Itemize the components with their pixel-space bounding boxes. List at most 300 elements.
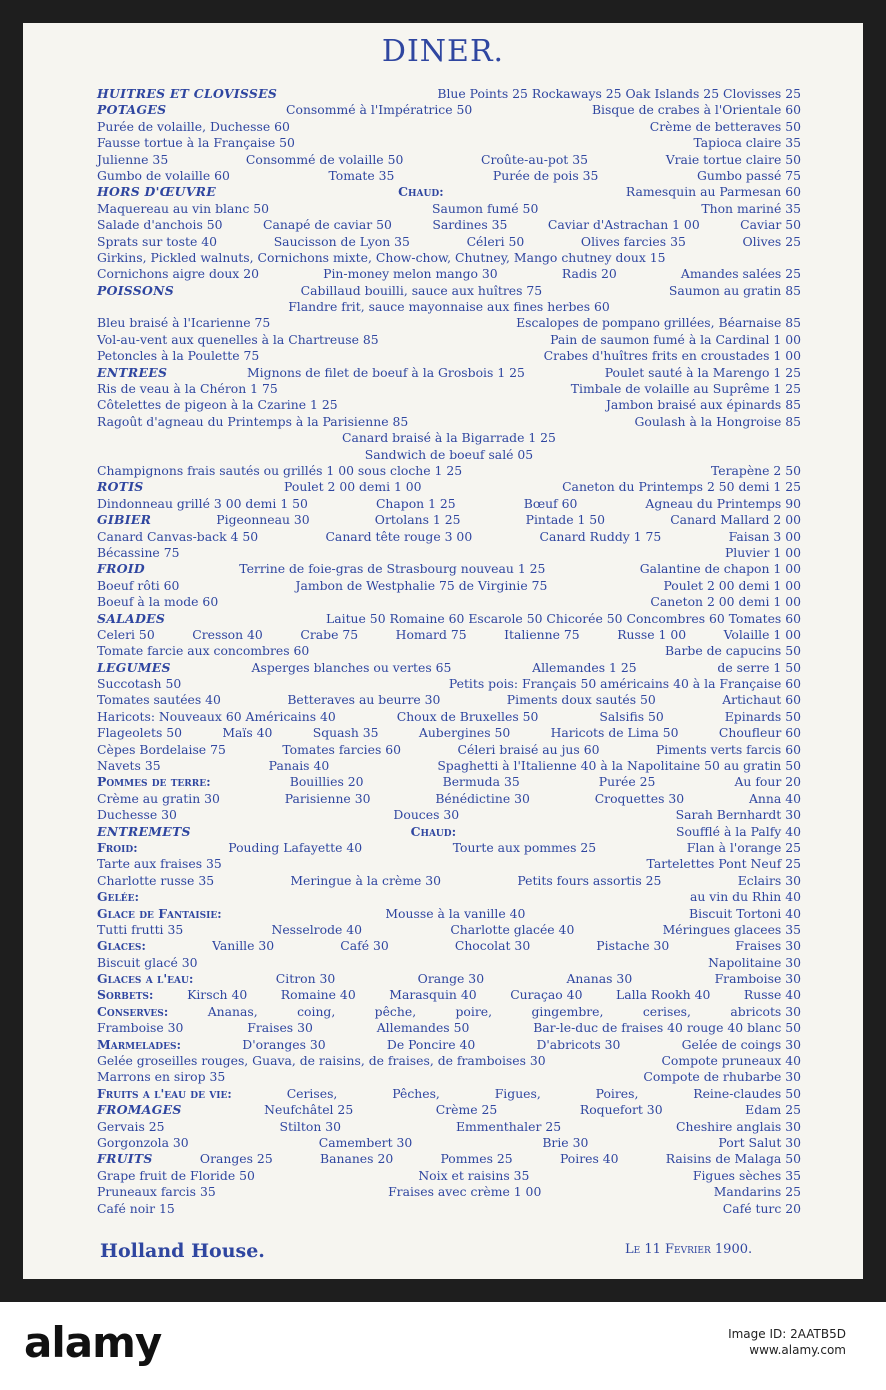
menu-item: Olives 25 [742, 233, 801, 249]
menu-item: Petits fours assortis 25 [517, 872, 662, 888]
menu-item: Piments doux sautés 50 [506, 692, 656, 708]
menu-item: Pin-money melon mango 30 [323, 266, 498, 282]
menu-line [97, 1168, 801, 1184]
menu-item: Canard Canvas-back 4 50 [97, 528, 259, 544]
menu-item: Consommé de volaille 50 [245, 151, 404, 167]
menu-item: Parisienne 30 [284, 790, 371, 806]
menu-item: Caviar d'Astrachan 1 00 [547, 217, 700, 233]
menu-item: Cheshire anglais 30 [676, 1118, 801, 1134]
menu-item: Succotash 50 [97, 676, 182, 692]
menu-item: Amandes salées 25 [680, 266, 801, 282]
menu-item: Spaghetti à l'Italienne 40 à la Napolitaine 50 au gratin 50 [437, 758, 801, 774]
menu-item: Escalopes de pompano grillées, Béarnaise 85 [516, 315, 801, 331]
menu-item: Terapène 2 50 [710, 462, 801, 478]
menu-item: Barbe de capucins 50 [664, 643, 801, 659]
menu-item: Bananes 20 [319, 1151, 394, 1167]
menu-item: Café noir 15 [97, 1200, 175, 1216]
menu-item: Goulash à la Hongroise 85 [634, 413, 801, 429]
menu-item: Laitue 50 Romaine 60 Escarole 50 Chicorée 50 Concombres 60 Tomates 60 [326, 610, 801, 626]
section-heading: FROMAGES [97, 1102, 182, 1118]
menu-line [97, 922, 801, 938]
menu-item: Sardines 35 [432, 217, 508, 233]
menu-line [97, 168, 801, 184]
menu-item: Saumon au gratin 85 [668, 282, 801, 298]
menu-item: Figues, [494, 1085, 541, 1101]
menu-item: Crème au gratin 30 [97, 790, 220, 806]
menu-item: Crème 25 [435, 1102, 498, 1118]
menu-item: de serre 1 50 [717, 659, 801, 675]
menu-item: Tomate 35 [328, 167, 395, 183]
menu-item: Epinards 50 [724, 708, 801, 724]
menu-item: Gervais 25 [97, 1118, 165, 1134]
menu-item: Canard Mallard 2 00 [670, 512, 801, 528]
menu-line [97, 578, 801, 594]
menu-item: Emmenthaler 25 [455, 1118, 562, 1134]
menu-item: Agneau du Printemps 90 [645, 495, 801, 511]
section-heading: HORS D'ŒUVRE [97, 184, 216, 200]
menu-line [97, 266, 801, 282]
menu-item: Homard 75 [395, 626, 467, 642]
menu-item: Tomates sautées 40 [97, 692, 221, 708]
menu-item: Mandarins 25 [713, 1184, 801, 1200]
menu-item: Choufleur 60 [718, 725, 801, 741]
menu-item: Cerises, [286, 1085, 338, 1101]
menu-item: Tutti frutti 35 [97, 921, 184, 937]
menu-item: Gelée groseilles rouges, Guava, de raisins, de fraises, de framboises 30 [97, 1053, 546, 1069]
menu-item: Flan à l'orange 25 [686, 839, 801, 855]
menu-item: Chapon 1 25 [375, 495, 456, 511]
menu-item: Napolitaine 30 [708, 954, 801, 970]
menu-item: Piments verts farcis 60 [655, 741, 801, 757]
menu-item: poire, [455, 1003, 493, 1019]
menu-item: Petits pois: Français 50 américains 40 à la Française 60 [448, 676, 801, 692]
menu-item: Tourte aux pommes 25 [452, 839, 597, 855]
menu-item: Café turc 20 [722, 1200, 801, 1216]
menu-item: Tarte aux fraises 35 [97, 856, 222, 872]
menu-item: Framboise 30 [714, 971, 801, 987]
menu-line [97, 414, 801, 430]
menu-line [97, 807, 801, 823]
menu-item: Aubergines 50 [418, 725, 511, 741]
menu-item: Vol-au-vent aux quenelles à la Chartreuse 85 [97, 331, 379, 347]
menu-item: Ris de veau à la Chéron 1 75 [97, 381, 278, 397]
menu-item: Poulet 2 00 demi 1 00 [284, 479, 422, 495]
menu-line [97, 856, 801, 872]
sub-heading: Chaud: [398, 184, 444, 200]
menu-item: Petoncles à la Poulette 75 [97, 348, 260, 364]
menu-line [97, 102, 801, 118]
menu-item: Fraises avec crème 1 00 [388, 1184, 542, 1200]
section-heading: FROID [97, 561, 145, 577]
menu-item: Bœuf 60 [523, 495, 578, 511]
menu-item: Bermuda 35 [442, 774, 520, 790]
sub-heading: Pommes de terre: [97, 774, 211, 790]
menu-item: Canard tête rouge 3 00 [325, 528, 473, 544]
menu-item: Orange 30 [417, 971, 485, 987]
section-heading: FRUITS [97, 1151, 153, 1167]
section-heading: ENTREES [97, 364, 168, 380]
sub-heading: Gelée: [97, 889, 140, 905]
menu-line [97, 971, 801, 987]
sub-heading: Chaud: [410, 823, 457, 839]
menu-item: Mignons de filet de boeuf à la Grosbois 1 25 [247, 364, 525, 380]
menu-item: Céleri 50 [466, 233, 525, 249]
menu-item: Noix et raisins 35 [418, 1167, 530, 1183]
site-url: www.alamy.com [749, 1343, 846, 1357]
menu-item: Céleri braisé au jus 60 [457, 741, 600, 757]
menu-item: Gelée de coings 30 [681, 1036, 801, 1052]
menu-item: Camembert 30 [318, 1135, 413, 1150]
menu-item: Nesselrode 40 [271, 921, 363, 937]
menu-item: Vanille 30 [212, 938, 275, 954]
menu-item: Kirsch 40 [187, 987, 248, 1003]
menu-item: Crabes d'huîtres frits en croustades 1 00 [543, 348, 801, 364]
menu-item: Soufflé à la Palfy 40 [675, 823, 801, 839]
menu-item: Champignons frais sautés ou grillés 1 00 sous cloche 1 25 [97, 462, 463, 478]
section-heading: LEGUMES [97, 659, 171, 675]
menu-line [97, 430, 801, 446]
menu-item: Poires, [595, 1085, 639, 1101]
menu-line [97, 938, 801, 954]
menu-line [97, 692, 801, 708]
menu-item: Squash 35 [312, 725, 379, 741]
menu-item: Asperges blanches ou vertes 65 [251, 659, 452, 675]
menu-line [97, 447, 801, 463]
menu-line [97, 496, 801, 512]
menu-line [97, 365, 801, 381]
menu-item: Caneton 2 00 demi 1 00 [650, 594, 801, 610]
menu-line [97, 348, 801, 364]
menu-line [97, 709, 801, 725]
menu-item: Boeuf rôti 60 [97, 577, 180, 593]
menu-item: Marasquin 40 [389, 987, 477, 1003]
menu-item: Cresson 40 [192, 626, 263, 642]
menu-item: Haricots de Lima 50 [550, 725, 679, 741]
menu-item: Ortolans 1 25 [374, 512, 461, 528]
menu-line [97, 1037, 801, 1053]
menu-item: Charlotte glacée 40 [450, 921, 575, 937]
menu-item: Roquefort 30 [579, 1102, 663, 1118]
menu-item: gingembre, [531, 1003, 604, 1019]
menu-item: pêche, [374, 1003, 417, 1019]
menu-item: Pommes 25 [440, 1151, 513, 1167]
menu-item: Sandwich de boeuf salé 05 [364, 446, 534, 462]
section-heading: POISSONS [97, 282, 174, 298]
menu-item: Bécassine 75 [97, 544, 180, 560]
menu-line [97, 758, 801, 774]
menu-item: Cabillaud bouilli, sauce aux huîtres 75 [300, 282, 543, 298]
menu-item: Betteraves au beurre 30 [287, 692, 441, 708]
section-heading: HUITRES ET CLOVISSES [97, 86, 278, 101]
menu-item: Sprats sur toste 40 [97, 233, 218, 249]
menu-item: Saumon fumé 50 [431, 200, 539, 216]
menu-line [97, 119, 801, 135]
menu-item: Ragoût d'agneau du Printemps à la Parisienne 85 [97, 413, 409, 429]
menu-item: Figues sèches 35 [692, 1167, 801, 1183]
menu-item: Canard Ruddy 1 75 [539, 528, 662, 544]
menu-item: Tartelettes Pont Neuf 25 [646, 856, 801, 872]
menu-item: Saucisson de Lyon 35 [273, 233, 410, 249]
menu-line [97, 1201, 801, 1217]
menu-item: Lalla Rookh 40 [616, 987, 711, 1003]
menu-line [97, 676, 801, 692]
menu-item: Ananas 30 [566, 971, 633, 987]
menu-item: Ananas, [207, 1003, 258, 1019]
menu-item: Girkins, Pickled walnuts, Cornichons mixte, Chow-chow, Chutney, Mango chutney doux 15 [97, 249, 666, 265]
section-heading: GIBIER [97, 512, 152, 528]
menu-item: Vraie tortue claire 50 [665, 151, 801, 167]
menu-item: Italienne 75 [504, 626, 580, 642]
section-heading: POTAGES [97, 102, 167, 118]
menu-item: Pigeonneau 30 [216, 512, 310, 528]
menu-item: Meringue à la crème 30 [290, 872, 442, 888]
menu-item: Maquereau au vin blanc 50 [97, 200, 269, 216]
menu-line [97, 1102, 801, 1118]
menu-line [97, 906, 801, 922]
sub-heading: Conserves: [97, 1003, 169, 1019]
menu-line [97, 201, 801, 217]
menu-line [97, 1151, 801, 1167]
menu-item: Blue Points 25 Rockaways 25 Oak Islands 25 Clovisses 25 [437, 86, 801, 101]
menu-item: Artichaut 60 [722, 692, 801, 708]
menu-item: Anna 40 [748, 790, 801, 806]
menu-item: Allemandes 1 25 [532, 659, 637, 675]
sub-heading: Fruits a l'eau de vie: [97, 1085, 232, 1101]
menu-item: Pistache 30 [596, 938, 670, 954]
menu-line [97, 299, 801, 315]
menu-line [97, 611, 801, 627]
menu-item: Pruneaux farcis 35 [97, 1184, 216, 1200]
menu-line [97, 1135, 801, 1151]
menu-line [97, 791, 801, 807]
menu-item: Volaille 1 00 [723, 626, 801, 642]
menu-item: Sarah Bernhardt 30 [675, 807, 801, 823]
section-heading: SALADES [97, 610, 166, 626]
menu-item: Reine-claudes 50 [693, 1085, 801, 1101]
menu-item: Pêches, [392, 1085, 440, 1101]
menu-item: Oranges 25 [199, 1151, 273, 1167]
menu-item: Crème de betteraves 50 [649, 118, 801, 134]
menu-line [97, 397, 801, 413]
menu-line [97, 1004, 801, 1020]
menu-line [97, 840, 801, 856]
menu-line [97, 529, 801, 545]
menu-item: Pain de saumon fumé à la Cardinal 1 00 [550, 331, 801, 347]
sub-heading: Glaces a l'eau: [97, 971, 194, 987]
menu-item: Au four 20 [734, 774, 801, 790]
section-heading: ENTREMETS [97, 823, 191, 839]
menu-item: Olives farcies 35 [580, 233, 686, 249]
menu-item: Julienne 35 [97, 151, 169, 167]
menu-line [97, 627, 801, 643]
menu-line [97, 1053, 801, 1069]
menu-item: Romaine 40 [280, 987, 356, 1003]
menu-item: Faisan 3 00 [728, 528, 801, 544]
menu-item: Jambon braisé aux épinards 85 [605, 397, 801, 413]
menu-item: De Poncire 40 [386, 1036, 476, 1052]
menu-item: Fausse tortue à la Française 50 [97, 135, 295, 151]
menu-item: Celeri 50 [97, 626, 155, 642]
menu-item: Bar-le-duc de fraises 40 rouge 40 blanc 50 [533, 1020, 801, 1036]
menu-line [97, 463, 801, 479]
menu-item: Café 30 [340, 938, 389, 954]
menu-item: Curaçao 40 [510, 987, 583, 1003]
menu-item: Raisins de Malaga 50 [665, 1151, 801, 1167]
menu-item: Crabe 75 [300, 626, 359, 642]
menu-item: Croûte-au-pot 35 [481, 151, 588, 167]
menu-item: Russe 1 00 [617, 626, 687, 642]
menu-item: Bleu braisé à l'Icarienne 75 [97, 315, 271, 331]
menu-item: Radis 20 [561, 266, 617, 282]
menu-line [97, 1184, 801, 1200]
menu-line [97, 250, 801, 266]
menu-item: Purée de pois 35 [492, 167, 599, 183]
menu-line [97, 332, 801, 348]
menu-line [97, 561, 801, 577]
menu-line [97, 742, 801, 758]
menu-item: Tomates farcies 60 [282, 741, 402, 757]
menu-item: Timbale de volaille au Suprême 1 25 [570, 381, 801, 397]
menu-item: Côtelettes de pigeon à la Czarine 1 25 [97, 397, 338, 413]
menu-line [97, 660, 801, 676]
menu-line [97, 1020, 801, 1036]
menu-item: Navets 35 [97, 758, 161, 774]
menu-item: Cèpes Bordelaise 75 [97, 741, 226, 757]
restaurant-name: Holland House. [100, 1240, 265, 1262]
menu-item: Choux de Bruxelles 50 [396, 708, 539, 724]
menu-line [97, 86, 801, 102]
menu-line [97, 217, 801, 233]
menu-item: Purée 25 [598, 774, 656, 790]
menu-item: coing, [297, 1003, 336, 1019]
menu-item: Poulet sauté à la Marengo 1 25 [604, 364, 801, 380]
menu-item: Consommé à l'Impératrice 50 [286, 102, 473, 118]
menu-line [97, 987, 801, 1003]
menu-item: Fraises 30 [735, 938, 801, 954]
menu-item: Fraises 30 [247, 1020, 313, 1036]
menu-line [97, 594, 801, 610]
menu-line [97, 512, 801, 528]
menu-item: Edam 25 [745, 1102, 801, 1118]
menu-item: Douces 30 [393, 807, 460, 823]
menu-item: Biscuit glacé 30 [97, 954, 198, 970]
menu-item: Tomate farcie aux concombres 60 [97, 643, 310, 659]
menu-line [97, 152, 801, 168]
menu-item: Caneton du Printemps 2 50 demi 1 25 [562, 479, 801, 495]
menu-item: Thon mariné 35 [701, 200, 801, 216]
menu-item: cerises, [642, 1003, 691, 1019]
menu-item: Grape fruit de Floride 50 [97, 1167, 255, 1183]
menu-item: Salade d'anchois 50 [97, 217, 223, 233]
menu-line [97, 643, 801, 659]
menu-item: Bouillies 20 [289, 774, 364, 790]
menu-item: D'oranges 30 [242, 1036, 326, 1052]
menu-item: Méringues glacees 35 [662, 921, 801, 937]
image-id: Image ID: 2AATB5D [728, 1327, 846, 1341]
menu-item: Allemandes 50 [376, 1020, 470, 1036]
menu-line [97, 774, 801, 790]
menu-item: Canard braisé à la Bigarrade 1 25 [342, 430, 556, 446]
menu-item: Pluvier 1 00 [724, 544, 801, 560]
menu-line [97, 479, 801, 495]
menu-item: Tapioca claire 35 [693, 135, 801, 151]
menu-item: Purée de volaille, Duchesse 60 [97, 118, 290, 134]
menu-item: Poulet 2 00 demi 1 00 [663, 577, 801, 593]
menu-item: Panais 40 [268, 758, 330, 774]
menu-item: Mousse à la vanille 40 [385, 905, 526, 921]
menu-item: Boeuf à la mode 60 [97, 594, 219, 610]
menu-item: Terrine de foie-gras de Strasbourg nouveau 1 25 [239, 561, 546, 577]
menu-item: Maïs 40 [222, 725, 273, 741]
menu-line [97, 234, 801, 250]
menu-item: Cornichons aigre doux 20 [97, 266, 260, 282]
menu-item: Gorgonzola 30 [97, 1135, 189, 1150]
menu-item: Flageolets 50 [97, 725, 183, 741]
menu-line [97, 184, 801, 200]
menu-item: Eclairs 30 [737, 872, 801, 888]
menu-line [97, 889, 801, 905]
menu-item: Pintade 1 50 [525, 512, 606, 528]
menu-item: Bénédictine 30 [435, 790, 530, 806]
menu-line [97, 381, 801, 397]
menu-item: Biscuit Tortoni 40 [689, 905, 801, 921]
menu-item: Canapé de caviar 50 [262, 217, 392, 233]
menu-item: Gumbo de volaille 60 [97, 167, 230, 183]
sub-heading: Glaces: [97, 938, 146, 954]
menu-item: Haricots: Nouveaux 60 Américains 40 [97, 708, 336, 724]
menu-body [97, 86, 801, 1217]
menu-item: Duchesse 30 [97, 807, 177, 823]
menu-line [97, 283, 801, 299]
menu-line [97, 955, 801, 971]
menu-item: Port Salut 30 [718, 1135, 801, 1150]
sub-heading: Glace de Fantaisie: [97, 905, 222, 921]
menu-item: Bisque de crabes à l'Orientale 60 [591, 102, 801, 118]
sub-heading: Sorbets: [97, 987, 154, 1003]
menu-item: au vin du Rhin 40 [690, 889, 801, 905]
menu-line [97, 135, 801, 151]
menu-item: Compote pruneaux 40 [661, 1053, 801, 1069]
menu-line [97, 824, 801, 840]
menu-item: Compote de rhubarbe 30 [643, 1069, 801, 1085]
menu-item: Neufchâtel 25 [264, 1102, 354, 1118]
menu-line [97, 873, 801, 889]
menu-line [97, 315, 801, 331]
menu-item: Galantine de chapon 1 00 [639, 561, 801, 577]
menu-date: Le 11 Fevrier 1900. [625, 1242, 753, 1257]
menu-title: DINER. [381, 34, 505, 69]
alamy-logo: alamy [24, 1318, 162, 1367]
menu-item: Framboise 30 [97, 1020, 184, 1036]
menu-item: Poires 40 [559, 1151, 619, 1167]
menu-line [97, 1069, 801, 1085]
menu-item: Stilton 30 [279, 1118, 342, 1134]
section-heading: ROTIS [97, 479, 144, 495]
menu-item: Pouding Lafayette 40 [228, 839, 363, 855]
sub-heading: Marmelades: [97, 1036, 182, 1052]
menu-item: Gumbo passé 75 [696, 167, 801, 183]
menu-item: Ramesquin au Parmesan 60 [625, 184, 801, 200]
menu-item: Salsifis 50 [599, 708, 664, 724]
sub-heading: Froid: [97, 839, 138, 855]
menu-item: Russe 40 [743, 987, 801, 1003]
watermark-info [728, 1326, 846, 1358]
menu-item: abricots 30 [730, 1003, 801, 1019]
menu-line [97, 545, 801, 561]
menu-item: Chocolat 30 [454, 938, 531, 954]
menu-line [97, 1119, 801, 1135]
menu-item: D'abricots 30 [536, 1036, 621, 1052]
